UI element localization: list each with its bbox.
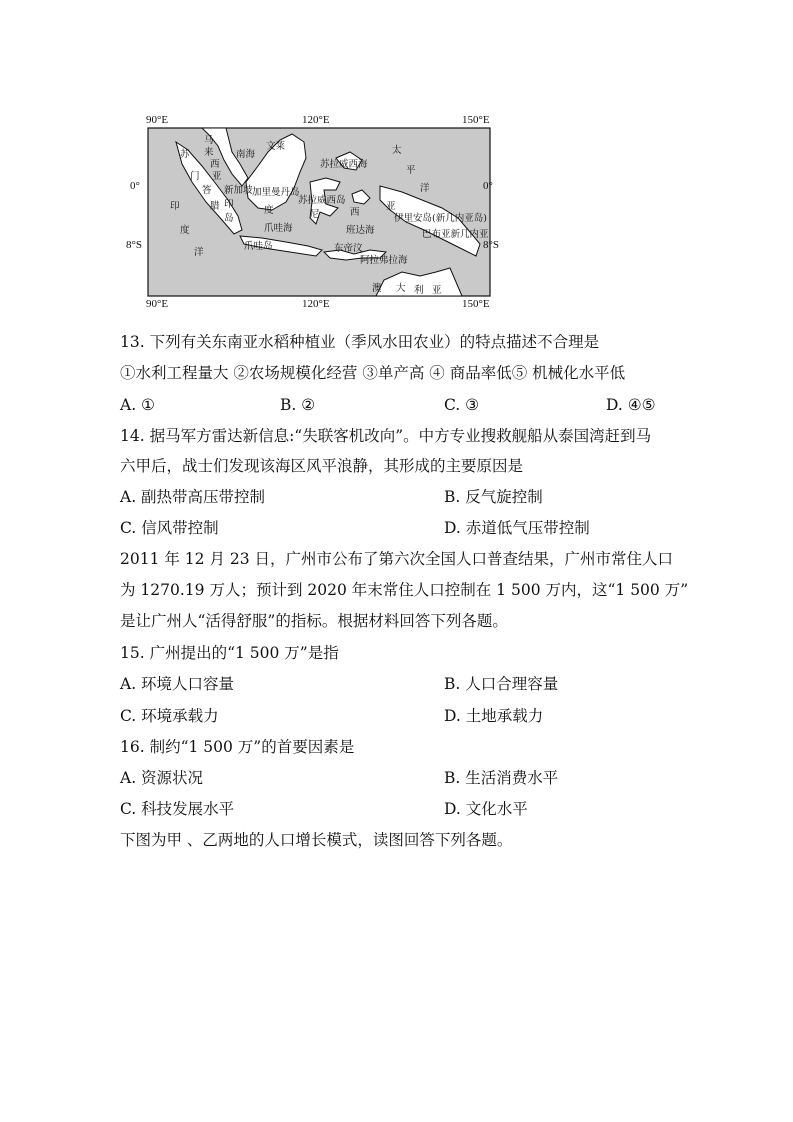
- q13-option-b: B. ②: [280, 396, 316, 414]
- label-dao: 岛: [224, 213, 234, 224]
- label-ya1: 亚: [212, 171, 222, 182]
- label-ma: 马: [204, 135, 214, 146]
- label-ao: 澳: [372, 283, 382, 294]
- q13-option-a: A. ①: [120, 396, 155, 414]
- label-yilian: 伊里安岛(新几内亚岛): [394, 213, 487, 224]
- label-zhuawahai: 爪哇海: [264, 223, 293, 234]
- label-men: 门: [190, 171, 200, 182]
- label-indian-ocean-du: 度: [180, 225, 190, 236]
- label-su: 苏: [180, 149, 190, 160]
- label-zhuawadao: 爪哇岛: [244, 241, 273, 252]
- label-ya2: 亚: [386, 201, 396, 212]
- label-li: 利: [414, 285, 424, 296]
- label-da: 答: [202, 185, 212, 196]
- lon-label-90-bottom: 90°E: [146, 298, 169, 310]
- label-xi1: 西: [210, 159, 220, 170]
- q16-option-c: C. 科技发展水平: [120, 800, 235, 818]
- q13-items: ①水利工程量大 ②农场规模化经营 ③单产高 ④ 商品率低⑤ 机械化水平低: [120, 364, 626, 382]
- q13-option-c: C. ③: [444, 396, 480, 414]
- q15-option-a: A. 环境人口容量: [120, 675, 235, 693]
- label-la: 腊: [210, 201, 220, 212]
- q15-option-b: B. 人口合理容量: [444, 675, 559, 693]
- label-lai: 来: [204, 147, 214, 158]
- label-tai: 太: [392, 145, 402, 156]
- q14-option-a: A. 副热带高压带控制: [120, 488, 266, 506]
- label-du: 度: [264, 205, 274, 216]
- q14-stem-line1: 14. 据马军方雷达新信息:“失联客机改向”。中方专业搜救舰船从泰国湾赶到马: [120, 427, 652, 445]
- label-xinjiapo: 新加坡: [224, 185, 253, 196]
- q13-option-d: D. ④⑤: [606, 396, 656, 414]
- material-line2: 为 1270.19 万人；预计到 2020 年末常住人口控制在 1 500 万内，这“1 500 万”: [120, 581, 689, 599]
- label-yang: 洋: [420, 183, 430, 194]
- q15-stem: 15. 广州提出的“1 500 万”是指: [120, 644, 339, 662]
- closing-text: 下图为甲 、乙两地的人口增长模式，读图回答下列各题。: [120, 831, 513, 849]
- label-xi2: 西: [350, 207, 360, 218]
- lon-label-150: 150°E: [462, 114, 490, 126]
- material-line3: 是让广州人“活得舒服”的指标。根据材料回答下列各题。: [120, 612, 508, 630]
- q13-stem: 13. 下列有关东南亚水稻种植业（季风水田农业）的特点描述不合理是: [120, 333, 600, 351]
- label-alafulahai: 阿拉弗拉海: [360, 255, 408, 266]
- q16-stem: 16. 制约“1 500 万”的首要因素是: [120, 738, 355, 756]
- label-jialimandan: 加里曼丹岛: [252, 187, 300, 198]
- q15-option-d: D. 土地承载力: [444, 707, 544, 725]
- label-indian-ocean-yang: 洋: [194, 247, 204, 258]
- lat-label-0-left: 0°: [130, 180, 140, 192]
- q14-option-d: D. 赤道低气压带控制: [444, 519, 590, 537]
- label-yin: 印: [224, 199, 234, 210]
- q16-option-d: D. 文化水平: [444, 800, 528, 818]
- label-da2: 大: [396, 283, 406, 294]
- label-sulaweixidao: 苏拉威西岛: [298, 195, 346, 206]
- q15-option-c: C. 环境承载力: [120, 707, 219, 725]
- southeast-asia-map: [126, 112, 500, 317]
- label-ni: 尼: [310, 209, 320, 220]
- q14-option-c: C. 信风带控制: [120, 519, 219, 537]
- lat-label-8s-right: 8°S: [483, 239, 500, 251]
- label-bandahai: 班达海: [346, 225, 375, 236]
- lat-label-0-right: 0°: [483, 180, 493, 192]
- lon-label-120: 120°E: [302, 114, 330, 126]
- label-ya3: 亚: [432, 285, 442, 296]
- q16-option-b: B. 生活消费水平: [444, 769, 559, 787]
- label-indian-ocean-yin: 印: [170, 201, 180, 212]
- q16-option-a: A. 资源状况: [120, 769, 204, 787]
- material-line1: 2011 年 12 月 23 日，广州市公布了第六次全国人口普查结果，广州市常住人口: [120, 550, 674, 568]
- lat-label-8s-left: 8°S: [126, 239, 143, 251]
- label-nanhai: 南海: [236, 149, 256, 160]
- lon-label-120-bottom: 120°E: [302, 298, 330, 310]
- label-ping: 平: [406, 165, 416, 176]
- lon-label-150-bottom: 150°E: [462, 298, 490, 310]
- label-wenlai: 文莱: [266, 141, 286, 152]
- q14-option-b: B. 反气旋控制: [444, 488, 543, 506]
- q14-stem-line2: 六甲后，战士们发现该海区风平浪静，其形成的主要原因是: [120, 457, 524, 475]
- label-dongdiwen: 东帝汶: [334, 243, 363, 254]
- lon-label-90: 90°E: [146, 114, 169, 126]
- label-sulaweixihai: 苏拉威西海: [320, 159, 368, 170]
- label-babuya: 巴布亚新几内亚: [422, 229, 489, 240]
